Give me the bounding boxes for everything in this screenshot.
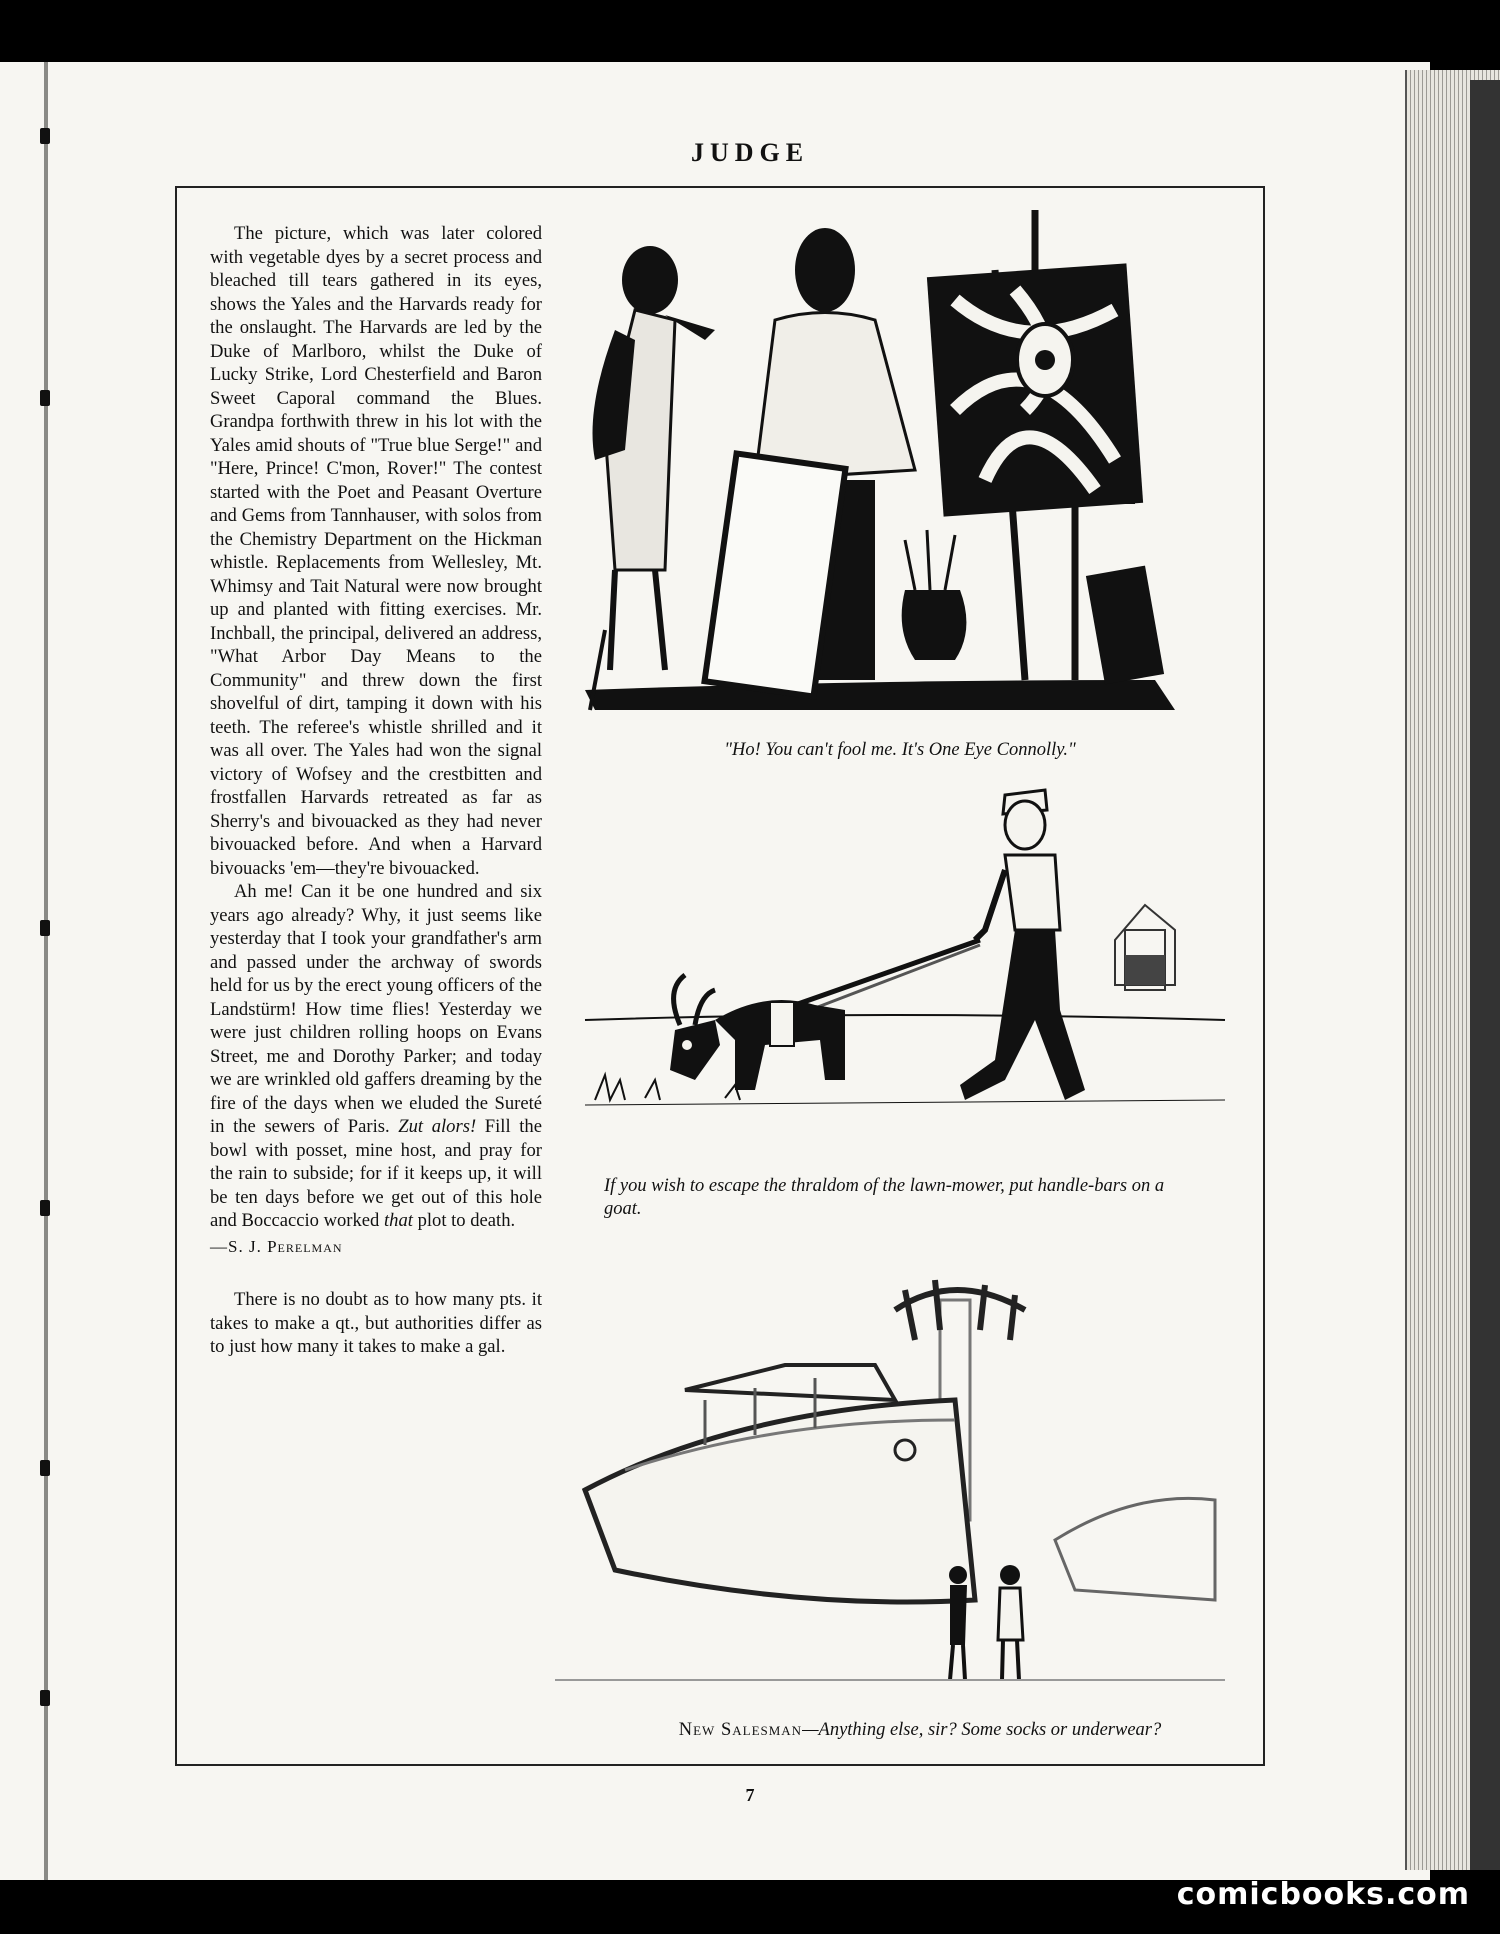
page-number: 7 (745, 1785, 755, 1805)
binding-stitch (40, 1200, 50, 1216)
caption-dialogue: —Anything else, sir? Some socks or underwear? (802, 1720, 1162, 1740)
article-paragraph: The picture, which was later colored with vegetable dyes by a secret process and bleached till tears gathered in its eyes, shows the Yales and the Harvards ready for the onslaught. The Harvards are led by the Duke of Marlboro, whilst the Duke of Lucky Strike, Lord Chesterfield and Baron Sweet Caporal command the Blues. Grandpa forthwith threw in his lot with the Yales amid shouts of "True blue Serge!" and "Here, Prince! C'mon, Rover!" The contest started with the Poet and Peasant Overture and Gems from Tannhauser, with solos from the Chemistry Department on the Hickman whistle. Replacements from Wellesley, Mt. Whimsy and Tait Natural were now brought up and planted with fitting exercises. Mr. Inchball, the principal, delivered an address, "What Arbor Day Means to the Community" and threw down the first shovelful of dirt, tamping it down with his teeth. The referee's whistle shrilled and it was all over. The Yales had won the signal victory of Wofsey and the crestbitten and frostfallen Harvards retreated as far as Sherry's and bivouacked as they had never bivouacked before. And when a Harvard bivouacks 'em—they're bivouacked. (210, 223, 542, 879)
cartoon-caption-3 (600, 1720, 1240, 1741)
book-block-shadow (1470, 80, 1500, 1870)
text-run: plot to death. (412, 1210, 516, 1231)
cartoon-caption-2: If you wish to escape the thraldom of the lawn-mower, put handle-bars on a goat. (604, 1176, 1165, 1219)
binding-stitch (40, 1690, 50, 1706)
binding-stitch (40, 390, 50, 406)
cartoon-boat-showroom (555, 1270, 1225, 1700)
text-column (210, 222, 542, 1359)
text-run: Fill the bowl with posset, mine host, and pray for the rain to subside; for if it keeps up, it will be ten days before we get out of this hole and Boccaccio worked (210, 1116, 542, 1231)
binding-thread (44, 62, 48, 1880)
author-signature: —S. J. Perelman (210, 1236, 343, 1256)
cartoon-caption-1: "Ho! You can't fool me. It's One Eye Connolly." (724, 740, 1076, 760)
article-paragraph (210, 880, 542, 1233)
magazine-title: JUDGE (690, 138, 810, 167)
caption-speaker: New Salesman (678, 1720, 803, 1740)
site-watermark: comicbooks.com (1176, 1877, 1470, 1912)
cartoon-goat-mower (585, 780, 1235, 1160)
cartoon-artist-studio (555, 210, 1215, 720)
binding-stitch (40, 1460, 50, 1476)
filler-joke: There is no doubt as to how many pts. it takes to make a qt., but authorities differ as to just how many it takes to make a gal. (210, 1289, 542, 1357)
text-run: Ah me! Can it be one hundred and six years ago already? Why, it just seems like yesterday that I took your grandfather's arm and passed under the archway of swords held for us by the erect young officers of the Landstürm! How time flies! Yesterday we were just children rolling hoops on Evans Street, me and Dorothy Parker; and today we are wrinkled old gaffers dreaming by the fire of the days when we eluded the Sureté in the sewers of Paris. (210, 881, 542, 1137)
italic-text: that (383, 1210, 413, 1231)
binding-stitch (40, 920, 50, 936)
italic-text: Zut alors! (398, 1116, 477, 1137)
